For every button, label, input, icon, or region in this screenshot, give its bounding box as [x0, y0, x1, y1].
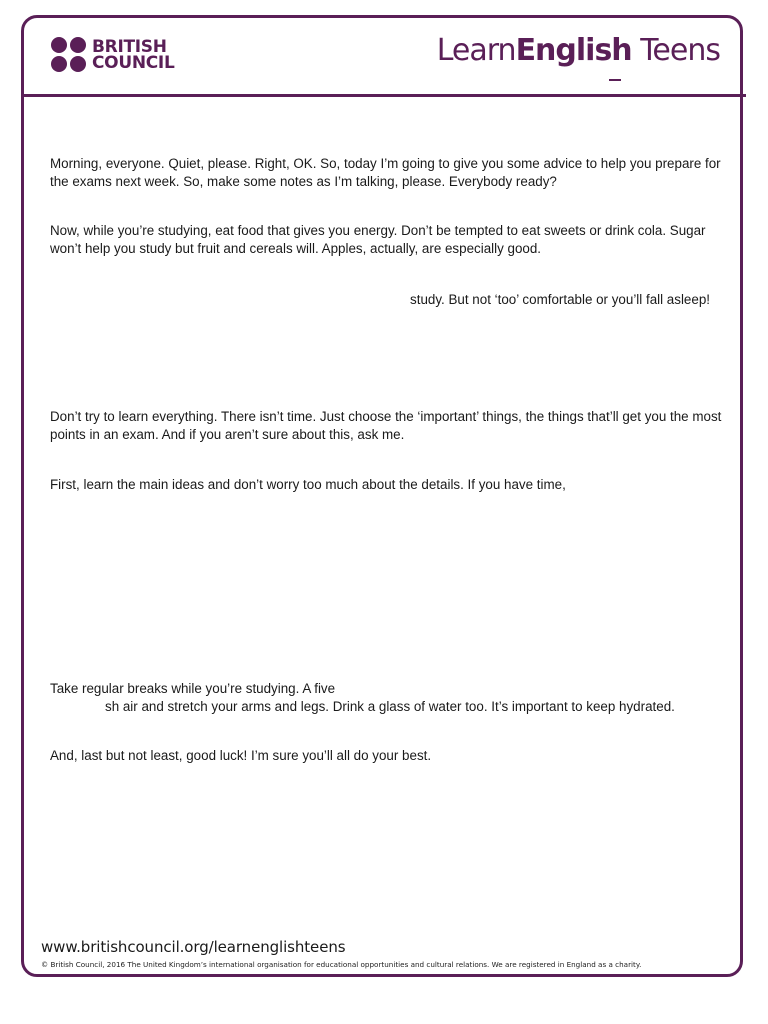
learnenglish-teens-brand	[437, 33, 720, 69]
logo-wordmark	[92, 36, 175, 73]
paragraph-good-luck: And, last but not least, good luck! I’m sure you’ll all do your best.	[50, 748, 432, 763]
logo-dots-icon	[51, 37, 86, 72]
logo-line-1: BRITISH	[92, 36, 167, 57]
logo-line-2: COUNCIL	[92, 52, 175, 73]
header-divider	[22, 94, 746, 97]
brand-learn: Learn	[436, 33, 516, 68]
paragraph-main-ideas: First, learn the main ideas and don’t worry too much about the details. If you have time,	[50, 477, 566, 492]
british-council-logo	[51, 37, 175, 72]
paragraph-breaks-line-2: sh air and stretch your arms and legs. Drink a glass of water too. It’s important to keep hydrated.	[105, 699, 675, 714]
paragraph-food: Now, while you’re studying, eat food that gives you energy. Don’t be tempted to eat sweets or drink cola. Sugar won’t help you study but fruit and cereals will. Apples, actually, are especially good.	[50, 223, 706, 256]
brand-underline	[609, 79, 621, 81]
paragraph-breaks	[50, 680, 722, 716]
paragraph-comfortable: study. But not ‘too’ comfortable or you’ll fall asleep!	[410, 292, 710, 307]
brand-english: English	[515, 33, 632, 68]
footer-url-link[interactable]: www.britishcouncil.org/learnenglishteens	[41, 938, 346, 956]
paragraph-intro: Morning, everyone. Quiet, please. Right, OK. So, today I’m going to give you some advice to help you prepare for the exams next week. So, make some notes as I’m talking, please. Everybody ready?	[50, 156, 721, 189]
paragraph-important-things: Don’t try to learn everything. There isn’t time. Just choose the ‘important’ things, the things that’ll get you the most points in an exam. And if you aren’t sure about this, ask me.	[50, 409, 722, 442]
brand-teens: Teens	[631, 33, 720, 68]
footer-copyright: © British Council, 2016 The United Kingdom’s international organisation for educational opportunities and cultural relations. We are registered in England as a charity.	[41, 960, 642, 969]
paragraph-breaks-line-1: Take regular breaks while you’re studying. A five	[50, 681, 336, 696]
